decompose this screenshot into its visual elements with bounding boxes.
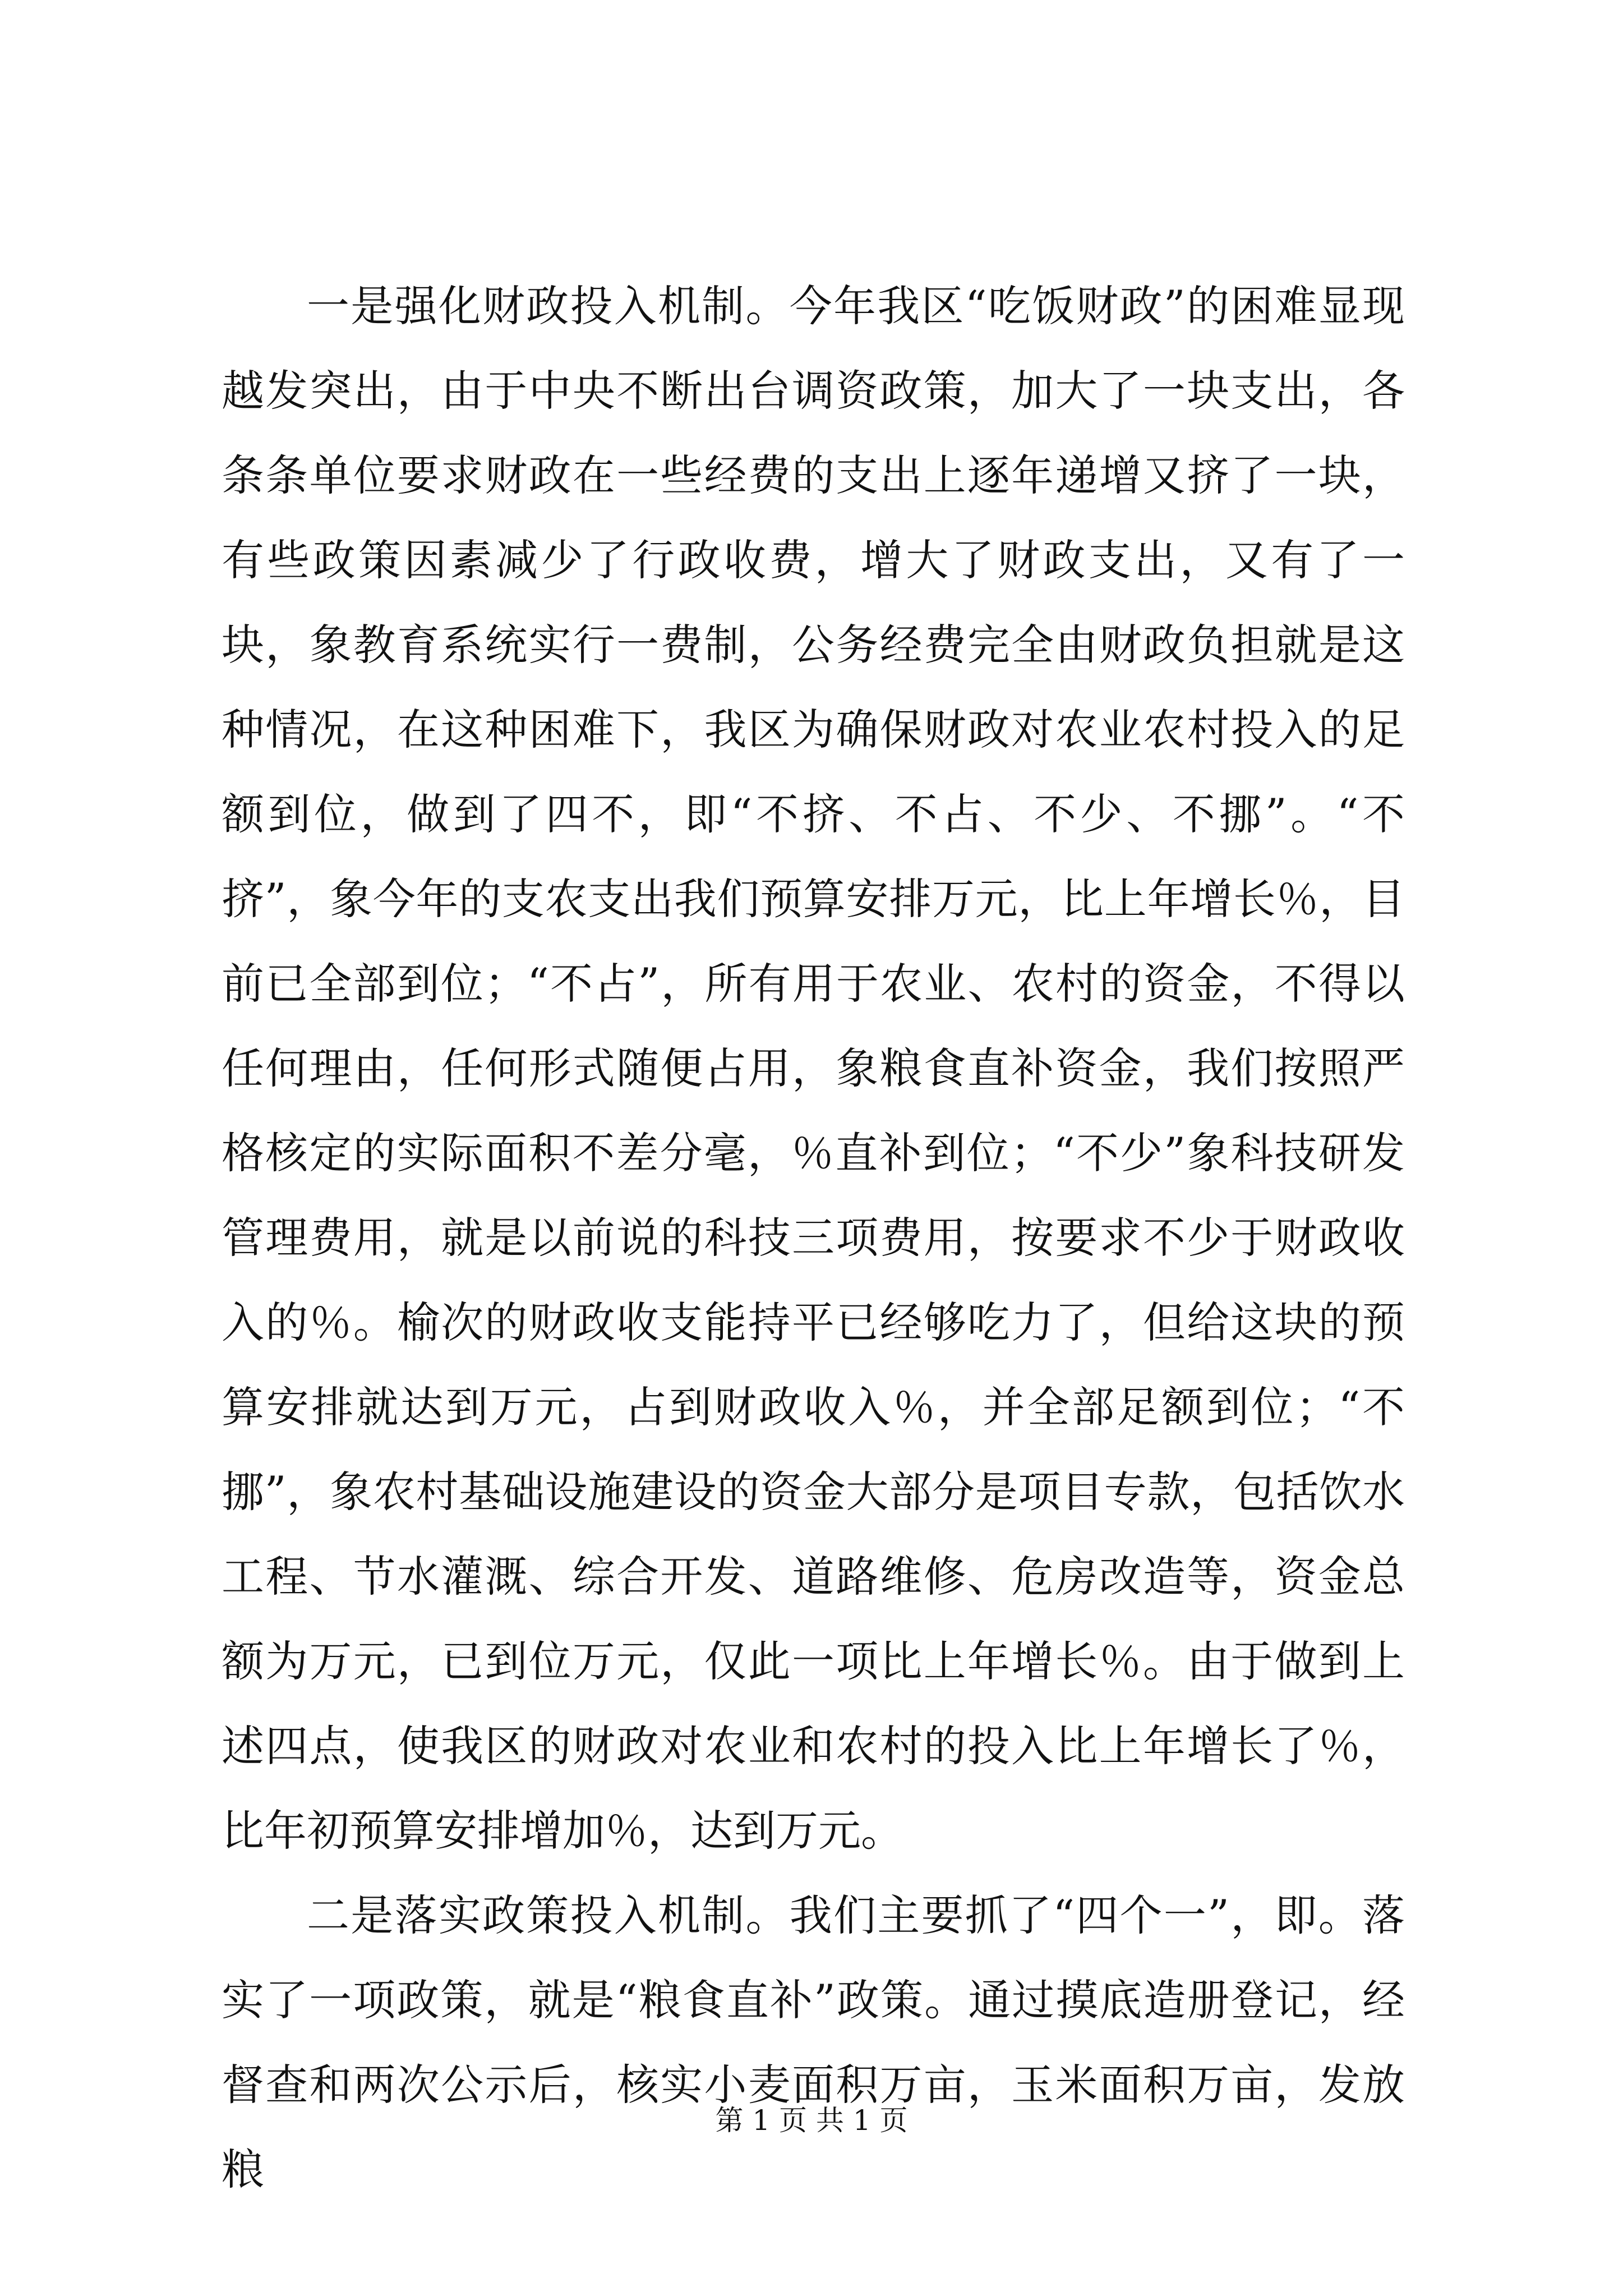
paragraph-policy-investment: 二是落实政策投入机制。我们主要抓了“四个一”，即。落实了一项政策，就是“粮食直补”政策。通过摸底造册登记，经督查和两次公示后，核实小麦面积万亩，玉米面积万亩，发放粮 [222,1890,1405,2194]
page-footer: 第 1 页 共 1 页 [715,2104,908,2137]
paragraph-fiscal-investment: 一是强化财政投入机制。今年我区“吃饭财政”的困难显现越发突出，由于中央不断出台调资政策，加大了一块支出，各条条单位要求财政在一些经费的支出上逐年递增又挤了一块，有些政策因素减少了行政收费，增大了财政支出，又有了一块，象教育系统实行一费制，公务经费完全由财政负担就是这种情况，在这种困难下，我区为确保财政对农业农村投入的足额到位，做到了四不，即“不挤、不占、不少、不挪”。“不挤”，象今年的支农支出我们预算安排万元，比上年增长％，目前已全部到位；“不占”，所有用于农业、农村的资金，不得以任何理由，任何形式随便占用，象粮食直补资金，我们按照严格核定的实际面积不差分毫，％直补到位；“不少”象科技研发管理费用，就是以前说的科技三项费用，按要求不少于财政收入的％。榆次的财政收支能持平已经够吃力了，但给这块的预算安排就达到万元，占到财政收入％，并全部足额到位；“不挪”，象农村基础设施建设的资金大部分是项目专款，包括饮水工程、节水灌溉、综合开发、道路维修、危房改造等，资金总额为万元，已到位万元，仅此一项比上年增长％。由于做到上述四点，使我区的财政对农业和农村的投入比上年增长了％，比年初预算安排增加％，达到万元。 [222,281,1405,1856]
document-body [222,264,1405,2212]
